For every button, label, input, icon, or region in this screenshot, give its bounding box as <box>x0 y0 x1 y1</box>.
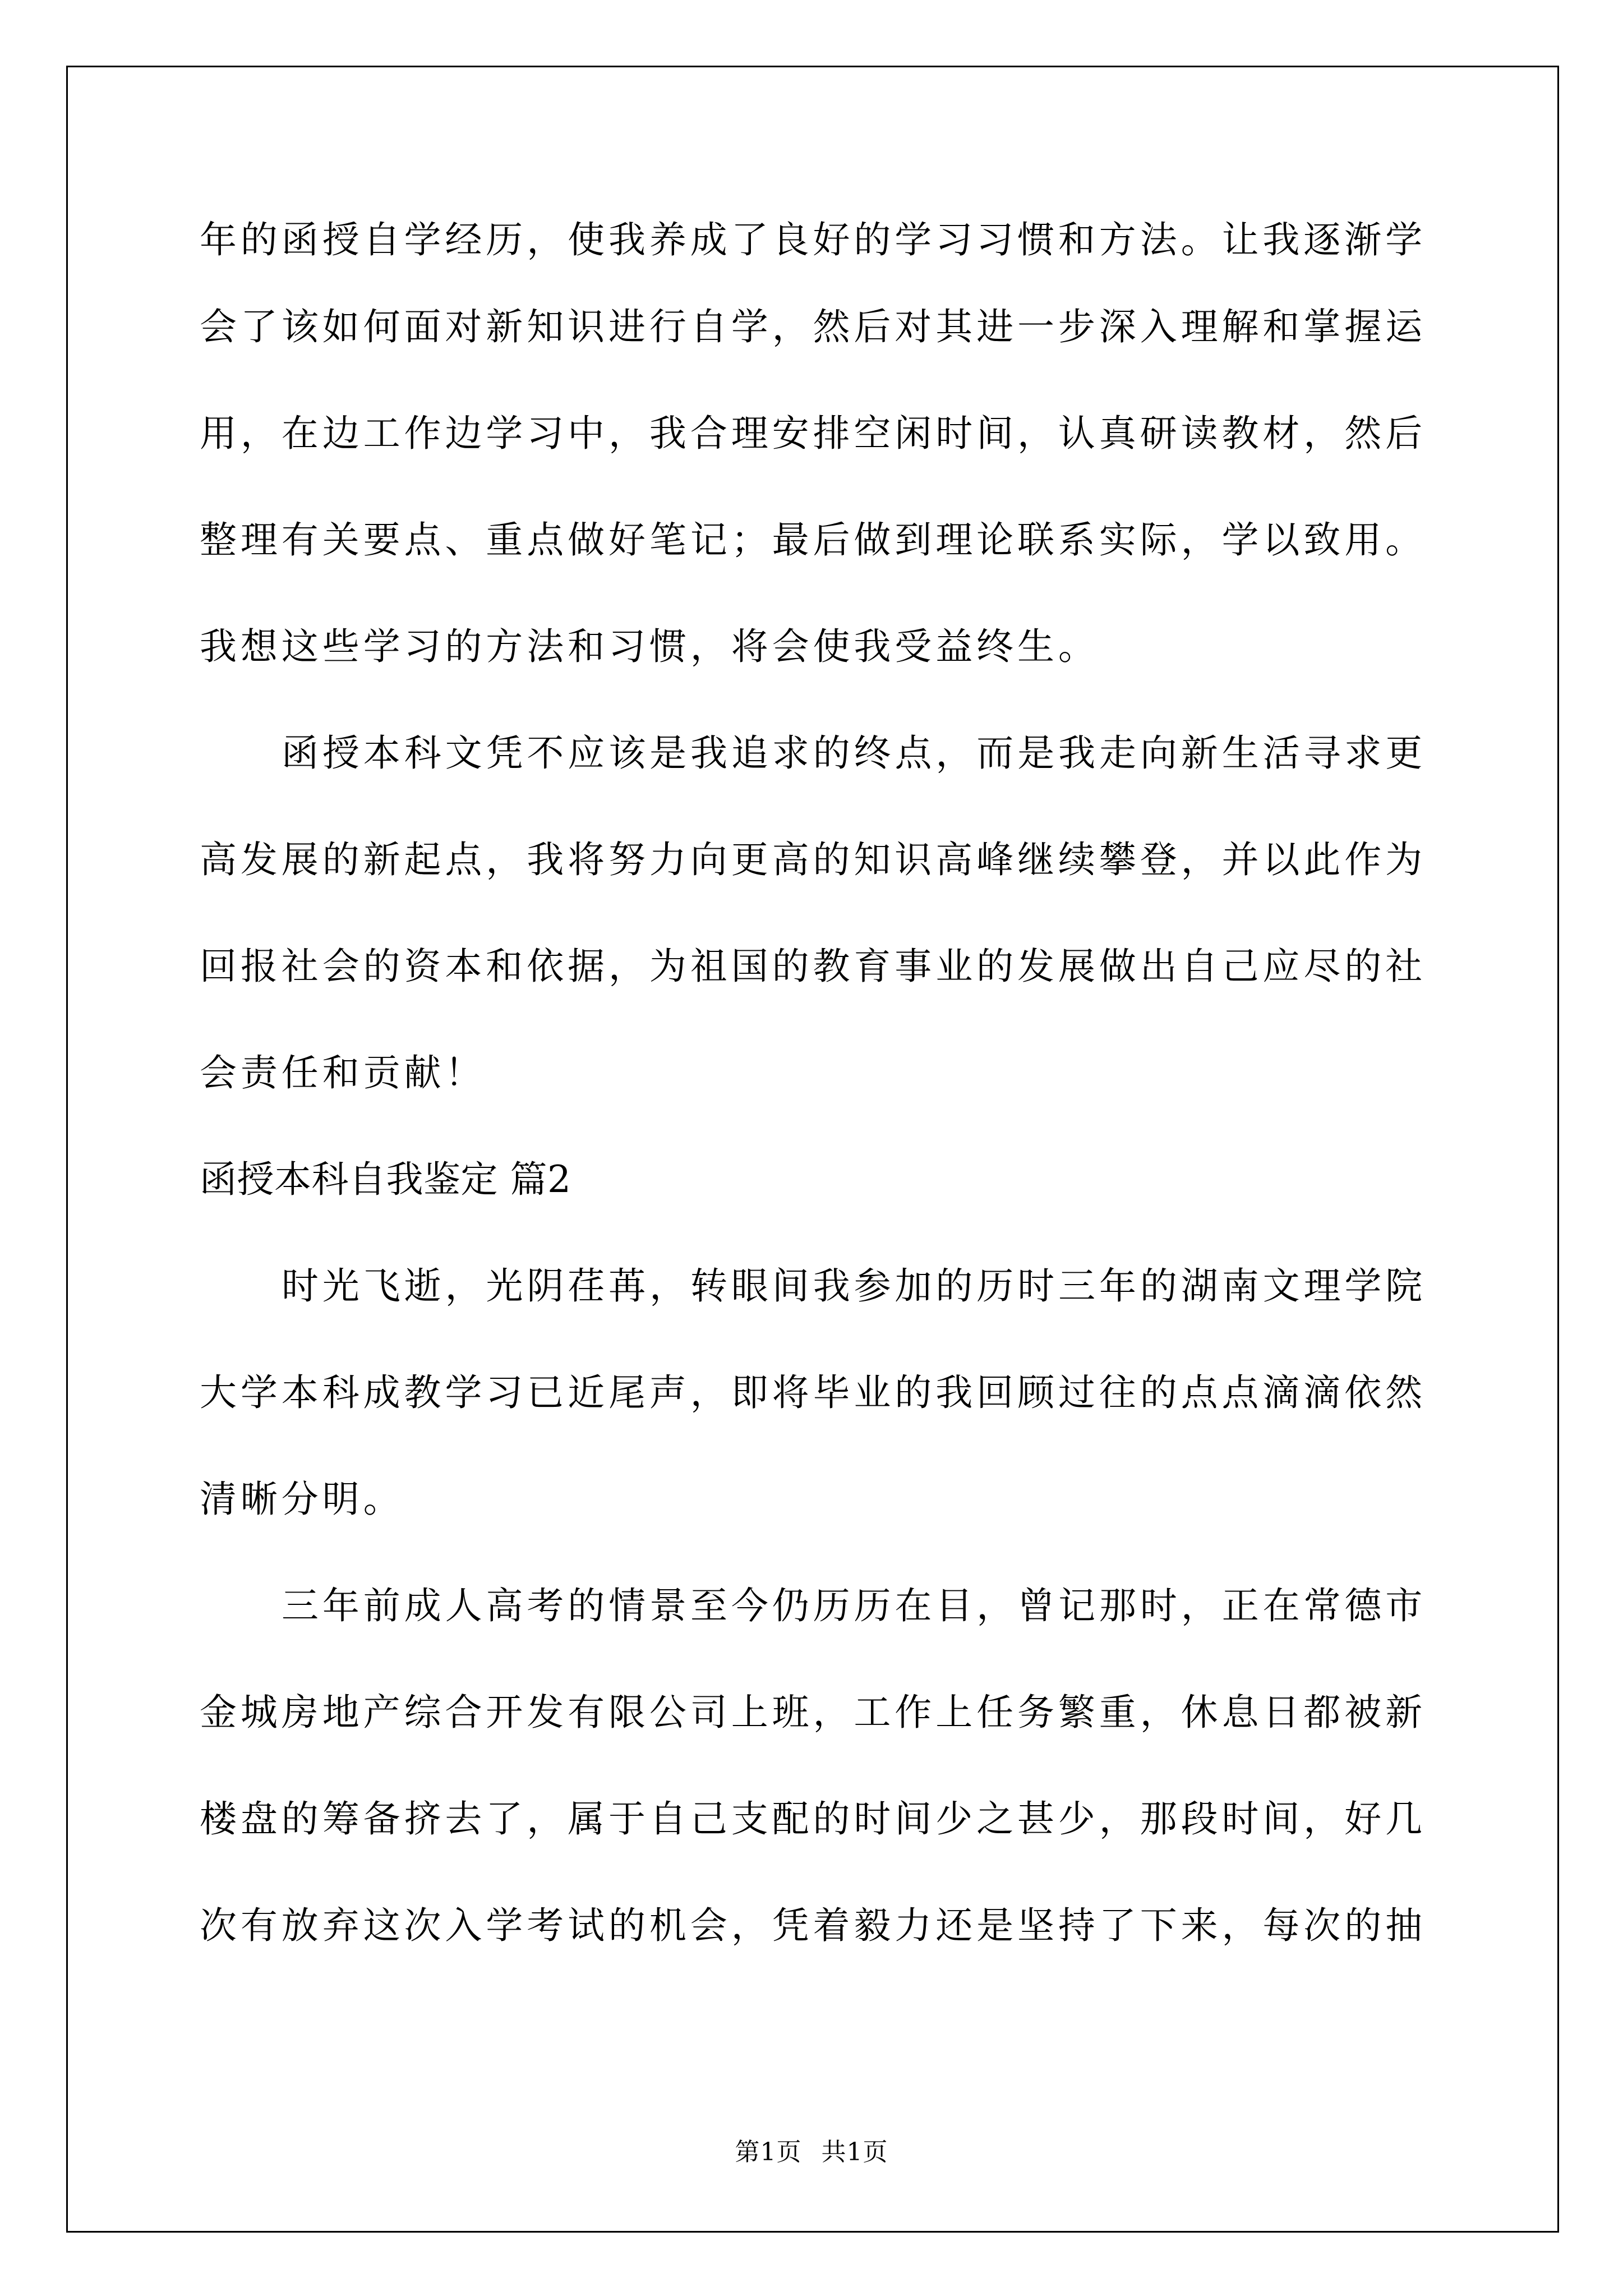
text-line: 会了该如何面对新知识进行自学，然后对其进一步深入理解和掌握运 <box>200 305 1426 348</box>
text-line: 回报社会的资本和依据，为祖国的教育事业的发展做出自己应尽的社 <box>200 945 1426 988</box>
text-line: 函授本科文凭不应该是我追求的终点，而是我走向新生活寻求更 <box>282 731 1427 775</box>
document-body <box>200 206 1428 1947</box>
text-line: 三年前成人高考的情景至今仍历历在目，曾记那时，正在常德市 <box>282 1584 1427 1627</box>
text-line: 大学本科成教学习已近尾声，即将毕业的我回顾过往的点点滴滴依然 <box>200 1371 1426 1414</box>
text-line: 我想这些学习的方法和习惯，将会使我受益终生。 <box>200 625 1099 668</box>
text-line: 会责任和贡献！ <box>200 1051 486 1094</box>
text-line: 年的函授自学经历，使我养成了良好的学习习惯和方法。让我逐渐学 <box>200 218 1426 261</box>
page-footer: 第1页 共1页 <box>735 2138 888 2166</box>
text-line: 整理有关要点、重点做好笔记；最后做到理论联系实际，学以致用。 <box>200 518 1426 562</box>
text-line: 高发展的新起点，我将努力向更高的知识高峰继续攀登，并以此作为 <box>200 838 1426 881</box>
text-line: 用，在边工作边学习中，我合理安排空闲时间，认真研读教材，然后 <box>200 412 1426 455</box>
section-heading: 函授本科自我鉴定 篇2 <box>200 1158 571 1201</box>
text-line: 清晰分明。 <box>200 1478 404 1521</box>
text-line: 时光飞逝，光阴荏苒，转眼间我参加的历时三年的湖南文理学院 <box>282 1264 1427 1308</box>
text-line: 次有放弃这次入学考试的机会，凭着毅力还是坚持了下来，每次的抽 <box>200 1904 1426 1947</box>
text-line: 楼盘的筹备挤去了，属于自己支配的时间少之甚少，那段时间，好几 <box>200 1797 1426 1841</box>
text-line: 金城房地产综合开发有限公司上班，工作上任务繁重，休息日都被新 <box>200 1691 1426 1734</box>
